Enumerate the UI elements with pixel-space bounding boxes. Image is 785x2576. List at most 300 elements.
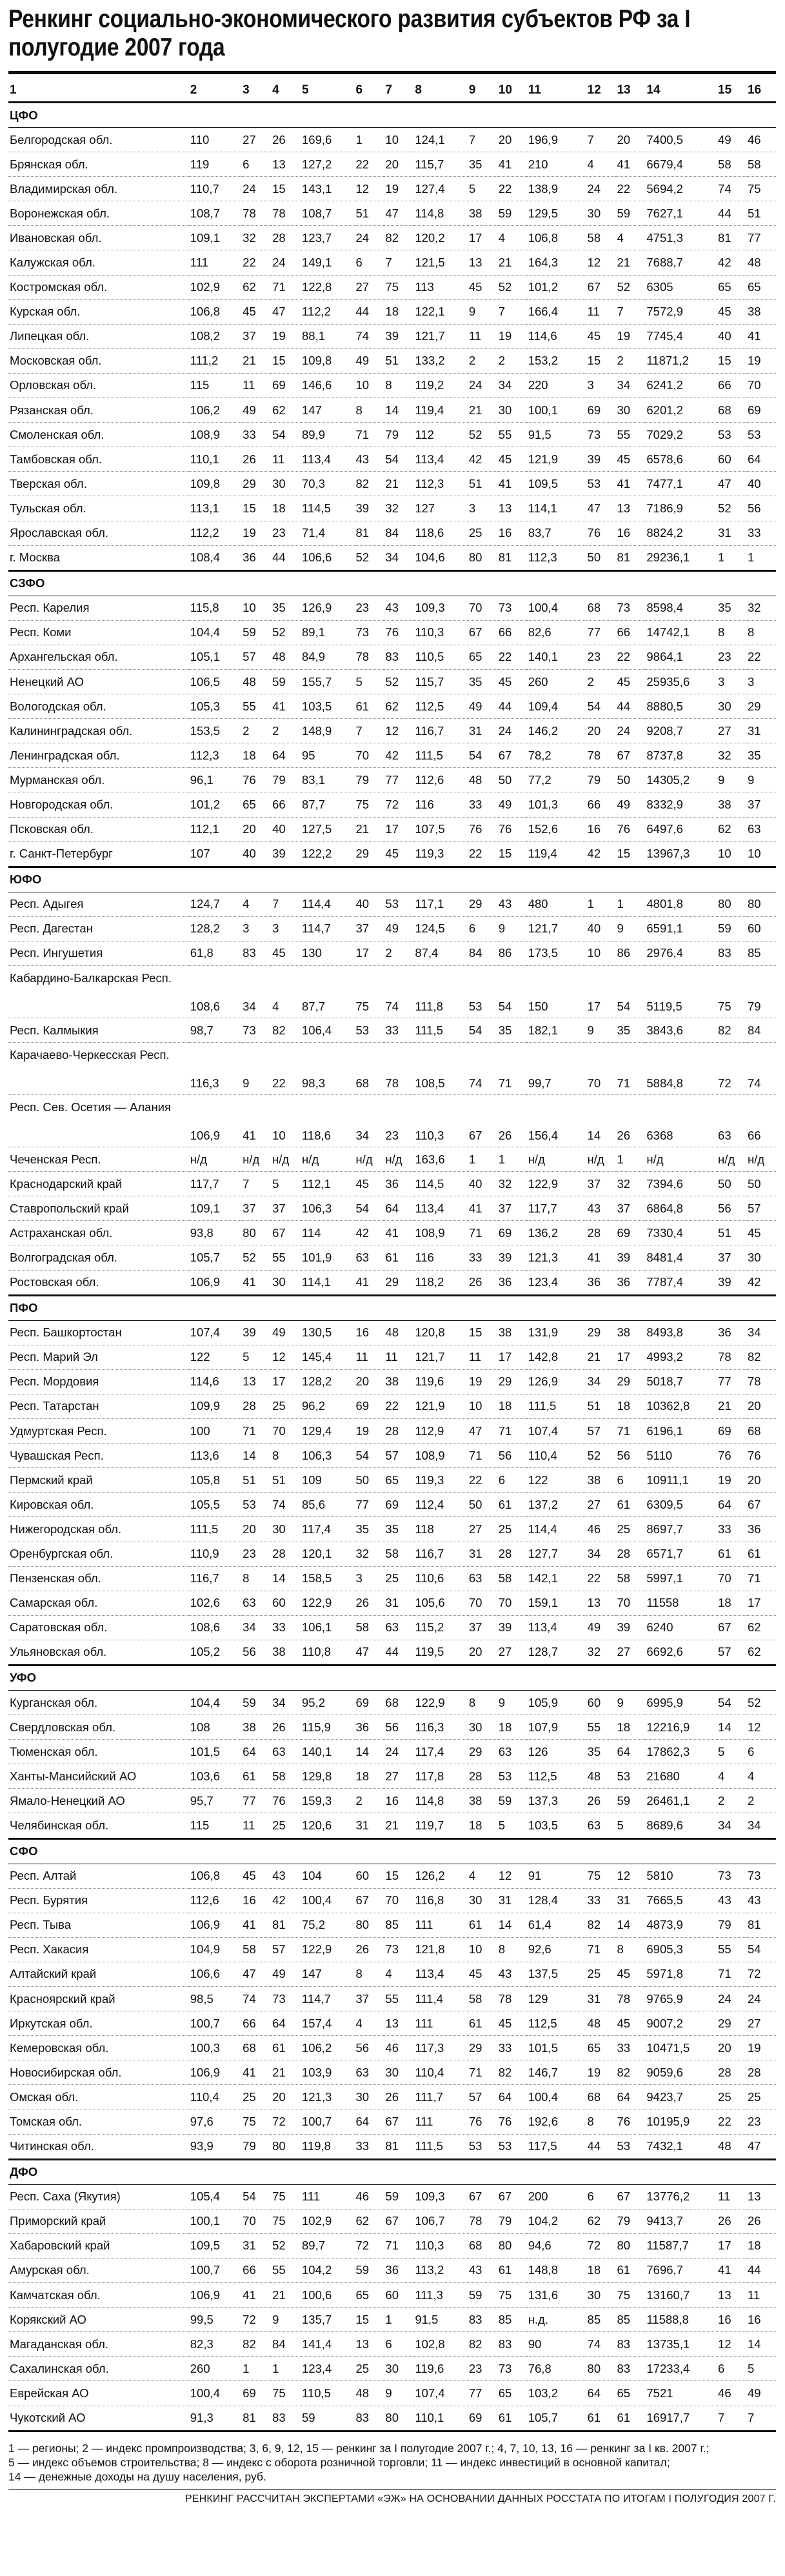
cell-value: 70 [241,2209,271,2233]
cell-value: 53 [497,1764,527,1789]
cell-value: 83 [241,941,271,965]
cell-value: 39 [615,1245,645,1270]
cell-value: 43 [586,1196,616,1221]
cell-value: 19 [586,2060,616,2085]
cell-value: 119,5 [413,1640,468,1665]
cell-value: 60 [586,1690,616,1715]
cell-value: 120,2 [413,226,468,250]
cell-value: 30 [746,1245,776,1270]
cell-value: 14 [271,1566,301,1591]
cell-value: 83 [271,2406,301,2431]
cell-value: 114,7 [301,1987,355,2011]
cell-value: 68 [717,398,746,423]
cell-value: 72 [355,2233,384,2258]
cell-value: 45 [615,669,645,694]
region-name: Оренбургская обл. [8,1542,189,1566]
region-name: Иркутская обл. [8,2011,189,2036]
table-row [8,1468,776,1493]
cell-value: 6201,2 [645,398,717,423]
cell-value: 64 [746,447,776,472]
cell-value: 7 [586,128,616,152]
cell-value: 7 [355,719,384,743]
region-name: Московская обл. [8,348,189,373]
table-row [8,596,776,620]
district-name: ПФО [8,1295,776,1320]
cell-value: 75 [746,177,776,201]
cell-value: 67 [384,2109,413,2134]
cell-value: 31 [586,1987,616,2011]
cell-value: 106,6 [189,1962,241,1986]
cell-value: 25935,6 [645,669,717,694]
cell-value: 80 [384,2406,413,2431]
table-row [8,1764,776,1789]
district-name: ЮФО [8,867,776,892]
cell-value: 61,4 [527,1913,586,1937]
cell-value: 124,5 [413,916,468,941]
cell-value: 108,9 [413,1221,468,1245]
cell-value: 34 [746,1813,776,1838]
cell-value: 33 [468,1245,497,1270]
cell-value: 23 [586,645,616,669]
cell-value: 69 [271,373,301,397]
cell-value: 2 [355,1789,384,1813]
table-row [8,1018,776,1043]
cell-value: 19 [384,177,413,201]
cell-value: 28 [384,1419,413,1444]
cell-value: 38 [497,1320,527,1345]
cell-value: 6692,6 [645,1640,717,1665]
cell-value: 25 [717,2085,746,2109]
cell-value: 106,8 [189,1864,241,1888]
cell-value: 53 [615,2134,645,2159]
cell-value: 2 [586,669,616,694]
cell-value: 105,5 [189,1493,241,1517]
cell-value: 60 [746,916,776,941]
cell-value: 51 [384,348,413,373]
cell-value: 36 [355,1715,384,1740]
cell-value: 80 [355,1913,384,1937]
cell-value: 114,7 [301,916,355,941]
cell-value: 148,8 [527,2258,586,2282]
cell-value: 117,8 [413,1764,468,1789]
table-row [8,1394,776,1418]
cell-value: 68 [241,2036,271,2060]
cell-value: 25 [615,1517,645,1542]
cell-value: 30 [355,2085,384,2109]
cell-value: 114,5 [413,1172,468,1196]
region-name: Красноярский край [8,1987,189,2011]
cell-value: 122,1 [413,299,468,324]
cell-value: 78,2 [527,743,586,768]
cell-value: 75 [717,966,746,1018]
cell-value: 15 [586,348,616,373]
cell-value: н/д [586,1147,616,1172]
cell-value: 53 [497,2134,527,2159]
cell-value: 19 [497,324,527,348]
cell-value: 71 [241,1419,271,1444]
cell-value: 9208,7 [645,719,717,743]
cell-value: 11 [355,1345,384,1369]
cell-value: 20 [717,2036,746,2060]
cell-value: 79 [271,768,301,792]
cell-value: 51 [241,1468,271,1493]
notes-rule [8,2489,776,2490]
cell-value: 21 [384,472,413,496]
cell-value: 17 [355,941,384,965]
cell-value: 64 [497,2085,527,2109]
cell-value: 133,2 [413,348,468,373]
cell-value: 25 [586,1962,616,1986]
cell-value: 17 [615,1345,645,1369]
cell-value: 39 [615,1615,645,1640]
cell-value: 88,1 [301,324,355,348]
region-name: Тульская обл. [8,496,189,521]
cell-value: 38 [468,1789,497,1813]
cell-value: 32 [746,596,776,620]
cell-value: 22 [497,177,527,201]
cell-value: 19 [241,521,271,545]
cell-value: 117,7 [189,1172,241,1196]
region-name: Кемеровская обл. [8,2036,189,2060]
cell-value: 6578,6 [645,447,717,472]
cell-value: 106,6 [301,545,355,570]
table-row [8,1542,776,1566]
cell-value: 36 [384,2258,413,2282]
cell-value: 119 [189,152,241,177]
cell-value: 112,9 [413,1419,468,1444]
cell-value: 122,9 [527,1172,586,1196]
cell-value: 50 [586,545,616,570]
cell-value: 24 [586,177,616,201]
cell-value: 124,7 [189,892,241,916]
region-name: Кировская обл. [8,1493,189,1517]
cell-value: 106,9 [189,1270,241,1295]
cell-value: 31 [717,521,746,545]
cell-value: 6864,8 [645,1196,717,1221]
cell-value: 26 [497,1095,527,1147]
cell-value: 59 [717,916,746,941]
table-row [8,916,776,941]
cell-value: 61 [384,1245,413,1270]
cell-value: 61 [241,1764,271,1789]
cell-value: 1 [497,1147,527,1172]
cell-value: 108,5 [413,1043,468,1095]
cell-value: 1 [241,2357,271,2381]
cell-value: 38 [271,1640,301,1665]
cell-value: 53 [384,892,413,916]
cell-value: 61 [615,2258,645,2282]
region-name: Тюменская обл. [8,1740,189,1764]
cell-value: 111,4 [413,1987,468,2011]
cell-value: 25 [384,1566,413,1591]
cell-value: 86 [615,941,645,965]
cell-value: 64 [241,1740,271,1764]
cell-value: 91,5 [413,2308,468,2332]
cell-value: 82 [355,472,384,496]
cell-value: 10 [717,841,746,867]
cell-value: 31 [615,1888,645,1913]
cell-value: 7572,9 [645,299,717,324]
cell-value: 32 [717,743,746,768]
cell-value: 74 [746,1043,776,1095]
table-row [8,2406,776,2431]
cell-value: 76 [497,2109,527,2134]
region-name: Вологодская обл. [8,694,189,719]
cell-value: 16 [586,817,616,841]
cell-value: 30 [586,2283,616,2308]
region-name: Орловская обл. [8,373,189,397]
cell-value: 102,6 [189,1591,241,1615]
column-header: 8 [413,79,468,103]
cell-value: 116,8 [413,1888,468,1913]
cell-value: 79 [586,768,616,792]
cell-value: 13 [355,2332,384,2357]
cell-value: 76,8 [527,2357,586,2381]
cell-value: 16 [355,1320,384,1345]
cell-value: 55 [241,694,271,719]
table-row [8,1813,776,1838]
cell-value: 122,9 [301,1937,355,1962]
cell-value: 90 [527,2332,586,2357]
region-name: Алтайский край [8,1962,189,1986]
column-header: 16 [746,79,776,103]
cell-value: 52 [717,496,746,521]
cell-value: 71 [384,2233,413,2258]
cell-value: 126,2 [413,1864,468,1888]
cell-value: 79 [746,966,776,1018]
cell-value: 24 [497,719,527,743]
region-name: Архангельская обл. [8,645,189,669]
cell-value: 24 [241,177,271,201]
cell-value: 40 [586,916,616,941]
table-row [8,250,776,275]
region-name: Респ. Бурятия [8,1888,189,1913]
cell-value: 14 [615,1913,645,1937]
cell-value: 75 [355,966,384,1018]
cell-value: 43 [384,596,413,620]
cell-value: 13735,1 [645,2332,717,2357]
table-row [8,423,776,447]
cell-value: 116,7 [413,1542,468,1566]
cell-value: 35 [497,1018,527,1043]
cell-value: 67 [468,1095,497,1147]
cell-value: 14 [717,1715,746,1740]
cell-value: 4 [586,152,616,177]
cell-value: 41 [241,1270,271,1295]
cell-value: 84,9 [301,645,355,669]
table-row [8,743,776,768]
cell-value: 101,2 [527,275,586,299]
cell-value: 45 [717,299,746,324]
table-row [8,2283,776,2308]
cell-value: 69 [241,2381,271,2406]
cell-value: 52 [615,275,645,299]
cell-value: 118,2 [413,1270,468,1295]
cell-value: 81 [271,1913,301,1937]
cell-value: 129,4 [301,1419,355,1444]
cell-value: 54 [241,2184,271,2209]
cell-value: 79 [241,2134,271,2159]
cell-value: 41 [717,2258,746,2282]
cell-value: 121,7 [413,1345,468,1369]
cell-value: 42 [746,1270,776,1295]
cell-value: 31 [746,719,776,743]
cell-value: 46 [746,128,776,152]
cell-value: 8880,5 [645,694,717,719]
cell-value: 75 [384,275,413,299]
cell-value: 6995,9 [645,1690,717,1715]
cell-value: 41 [241,1095,271,1147]
cell-value: 84 [468,941,497,965]
cell-value: 106,8 [527,226,586,250]
cell-value: 9864,1 [645,645,717,669]
cell-value: 73 [355,620,384,645]
cell-value: 56 [615,1444,645,1468]
cell-value: 113,4 [413,1962,468,1986]
cell-value: 12 [355,177,384,201]
cell-value: 34 [615,373,645,397]
cell-value: 10 [746,841,776,867]
cell-value: 2976,4 [645,941,717,965]
cell-value: 45 [497,2011,527,2036]
cell-value: 42 [468,447,497,472]
cell-value: 23 [746,2109,776,2134]
cell-value: 34 [586,1542,616,1566]
cell-value: 9 [615,1690,645,1715]
cell-value: 116,3 [413,1715,468,1740]
cell-value: 15 [468,1320,497,1345]
cell-value: 111 [413,2109,468,2134]
cell-value: 48 [241,669,271,694]
cell-value: 19 [717,1468,746,1493]
cell-value: 129,8 [301,1764,355,1789]
table-row [8,1962,776,1986]
cell-value: 118 [413,1517,468,1542]
cell-value: 20 [384,152,413,177]
cell-value: 27 [468,1517,497,1542]
cell-value: 112,1 [189,817,241,841]
cell-value: 54 [271,423,301,447]
cell-value: 106,1 [301,1615,355,1640]
cell-value: 55 [497,423,527,447]
cell-value: 50 [468,1493,497,1517]
cell-value: 25 [271,1394,301,1418]
cell-value: 16 [384,1789,413,1813]
cell-value: 260 [189,2357,241,2381]
cell-value: 21 [586,1345,616,1369]
cell-value: 32 [241,226,271,250]
cell-value: 112,6 [189,1888,241,1913]
cell-value: 2 [384,941,413,965]
cell-value: 52 [586,1444,616,1468]
cell-value: 78 [746,1369,776,1394]
cell-value: 76 [746,1444,776,1468]
cell-value: 51 [355,201,384,226]
cell-value: 7745,4 [645,324,717,348]
cell-value: 19 [271,324,301,348]
cell-value: 84 [746,1018,776,1043]
cell-value: 109,8 [301,348,355,373]
cell-value: 69 [355,1394,384,1418]
cell-value: 113,4 [527,1615,586,1640]
page-title: Ренкинг социально-экономического развития субъектов РФ за I полугодие 2007 года [8,5,691,61]
cell-value: 116,3 [189,1043,241,1095]
cell-value: 1 [586,892,616,916]
region-name: Корякский АО [8,2308,189,2332]
cell-value: 82 [384,226,413,250]
cell-value: 5694,2 [645,177,717,201]
cell-value: 81 [615,545,645,570]
cell-value: 62 [241,275,271,299]
cell-value: 24 [468,373,497,397]
cell-value: 58 [384,1542,413,1566]
cell-value: 49 [586,1615,616,1640]
cell-value: 126 [527,1740,586,1764]
cell-value: 45 [241,299,271,324]
cell-value: 25 [355,2357,384,2381]
cell-value: 101,5 [189,1740,241,1764]
cell-value: 114 [301,1221,355,1245]
cell-value: 37 [615,1196,645,1221]
cell-value: 100,1 [189,2209,241,2233]
cell-value: 13 [717,2283,746,2308]
cell-value: 82 [615,2060,645,2085]
cell-value: 22 [615,177,645,201]
cell-value: 196,9 [527,128,586,152]
cell-value: 28 [717,2060,746,2085]
region-name: Томская обл. [8,2109,189,2134]
region-name: Ростовская обл. [8,1270,189,1295]
cell-value: 105,7 [527,2406,586,2431]
cell-value: 7029,2 [645,423,717,447]
region-name: Псковская обл. [8,817,189,841]
cell-value: 30 [468,1888,497,1913]
table-row [8,275,776,299]
region-name: Краснодарский край [8,1172,189,1196]
table-row [8,1888,776,1913]
cell-value: 117,5 [527,2134,586,2159]
region-name: Кабардино-Балкарская Респ. [8,966,189,1018]
cell-value: 59 [241,1690,271,1715]
cell-value: 56 [746,496,776,521]
cell-value: 69 [355,1690,384,1715]
cell-value: 10911,1 [645,1468,717,1493]
cell-value: 18 [355,1764,384,1789]
cell-value: 7787,4 [645,1270,717,1295]
cell-value: 39 [271,841,301,867]
cell-value: 5884,8 [645,1043,717,1095]
cell-value: 113,4 [301,447,355,472]
cell-value: 26 [241,447,271,472]
cell-value: 95,7 [189,1789,241,1813]
region-name: Респ. Башкортостан [8,1320,189,1345]
cell-value: 108,9 [189,423,241,447]
cell-value: 57 [586,1419,616,1444]
cell-value: 22 [717,2109,746,2134]
region-name: Свердловская обл. [8,1715,189,1740]
cell-value: 63 [468,1566,497,1591]
cell-value: 28 [746,2060,776,2085]
cell-value: 105,1 [189,645,241,669]
cell-value: 63 [241,1591,271,1615]
cell-value: 31 [355,1813,384,1838]
table-row [8,398,776,423]
cell-value: 19 [746,348,776,373]
cell-value: 59 [241,620,271,645]
column-header: 9 [468,79,497,103]
cell-value: 71 [355,423,384,447]
cell-value: 107,9 [527,1715,586,1740]
